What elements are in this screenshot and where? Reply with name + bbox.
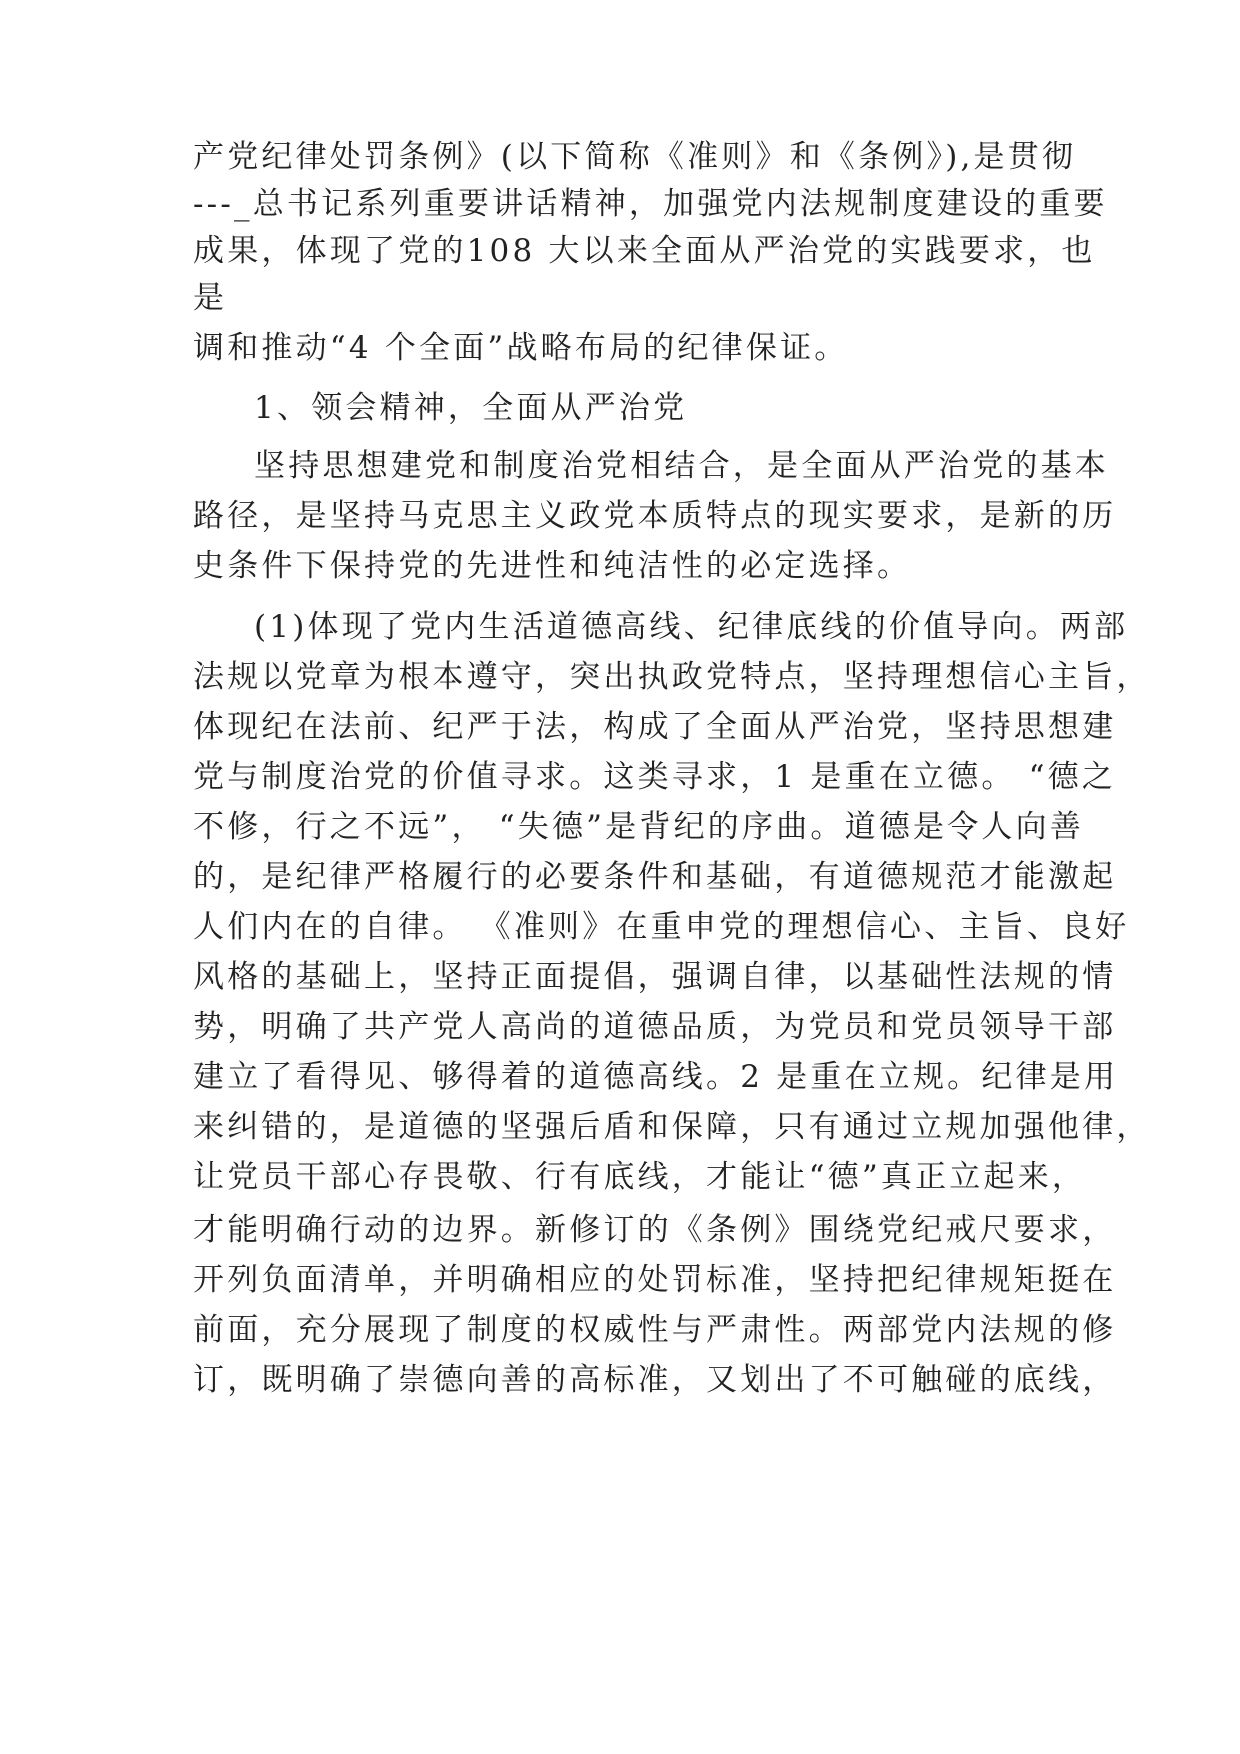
text-line: 订，既明确了崇德向善的高标准，又划出了不可触碰的底线， [193,1362,1117,1398]
text-line: 调和推动“4 个全面”战略布局的纪律保证。 [193,330,849,366]
text-line: 来纠错的，是道德的坚强后盾和保障，只有通过立规加强他律， [193,1109,1151,1145]
text-line: 史条件下保持党的先进性和纯洁性的必定选择。 [193,548,912,584]
text-line: 法规以党章为根本遵守，突出执政党特点，坚持理想信心主旨， [193,659,1151,695]
text-line: 才能明确行动的边界。新修订的《条例》围绕党纪戒尺要求， [193,1212,1117,1248]
text-line: 不修，行之不远”， “失德”是背纪的序曲。道德是令人向善 [193,809,1084,845]
section-heading: 1、领会精神，全面从严治党 [254,390,688,426]
text-line: 党与制度治党的价值寻求。这类寻求，1 是重在立德。 “德之 [193,759,1117,795]
text-line: 成果，体现了党的108 大以来全面从严治党的实践要求，也 [193,233,1096,269]
paragraph-first-line: (1)体现了党内生活道德高线、纪律底线的价值导向。两部 [254,609,1129,645]
paragraph-first-line: 坚持思想建党和制度治党相结合，是全面从严治党的基本 [254,448,1109,484]
text-line: 开列负面清单，并明确相应的处罚标准，坚持把纪律规矩挺在 [193,1262,1117,1298]
text-line: ---_总书记系列重要讲话精神，加强党内法规制度建设的重要 [193,186,1108,222]
text-line: 体现纪在法前、纪严于法，构成了全面从严治党，坚持思想建 [193,709,1117,745]
text-line: 产党纪律处罚条例》(以下简称《准则》和《条例》),是贯彻 [193,139,1077,175]
text-line: 让党员干部心存畏敬、行有底线，才能让“德”真正立起来， [193,1159,1087,1195]
text-line: 风格的基础上，坚持正面提倡，强调自律，以基础性法规的情 [193,959,1117,995]
text-line: 建立了看得见、够得着的道德高线。2 是重在立规。纪律是用 [193,1059,1119,1095]
text-line: 是 [193,280,228,316]
text-line: 势，明确了共产党人高尚的道德品质，为党员和党员领导干部 [193,1009,1117,1045]
text-line: 前面，充分展现了制度的权威性与严肃性。两部党内法规的修 [193,1312,1117,1348]
text-line: 人们内在的自律。 《准则》在重申党的理想信心、主旨、良好 [193,909,1130,945]
text-line: 的，是纪律严格履行的必要条件和基础，有道德规范才能激起 [193,859,1117,895]
text-line: 路径，是坚持马克思主义政党本质特点的现实要求，是新的历 [193,498,1117,534]
